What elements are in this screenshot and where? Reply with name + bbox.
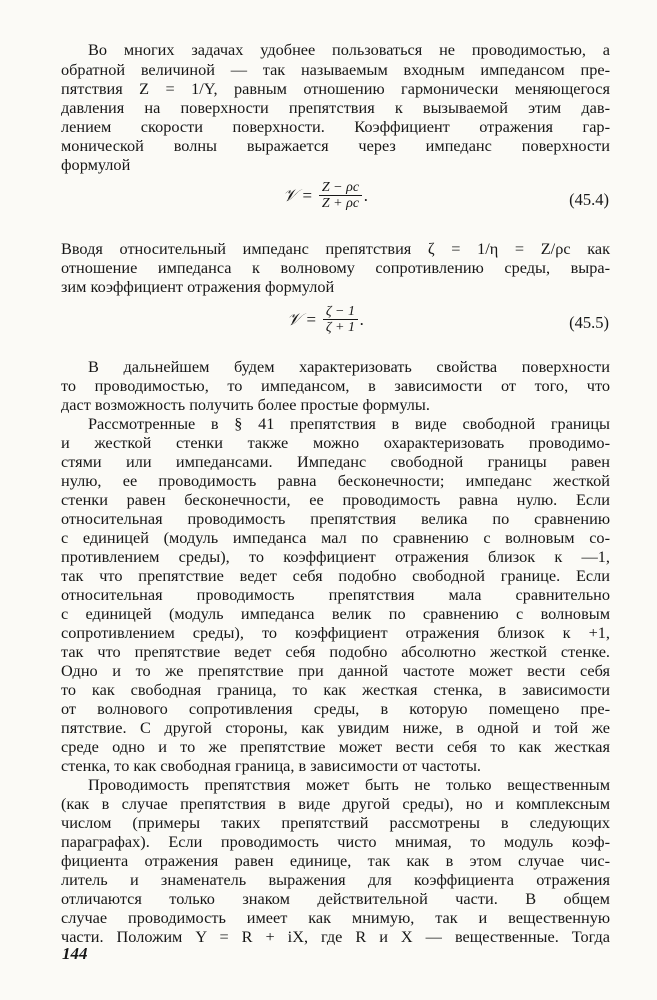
paragraph4-line: Одно и то же препятствие при данной частоте может вести себя bbox=[61, 661, 610, 680]
paragraph4-line: стями или импедансами. Импеданс свободной границы равен bbox=[61, 452, 610, 471]
paragraph2-line: Вводя относительный импеданс препятствия ζ = 1/η = Z/ρc как bbox=[61, 239, 610, 258]
paragraph5-line: числом (примеры таких препятствий рассмотрены в следующих bbox=[61, 813, 610, 832]
paragraph1-line: лением скорости поверхности. Коэффициент отражения гар- bbox=[61, 117, 610, 136]
equation-number: (45.5) bbox=[569, 313, 609, 332]
paragraph2-line: отношение импеданса к волновому сопротивлению среды, выра- bbox=[61, 258, 610, 277]
fraction-denominator: Z + ρc bbox=[319, 195, 362, 211]
paragraph4-line: так что препятствие ведет себя подобно свободной границе. Если bbox=[61, 566, 610, 585]
paragraph1-line: Во многих задачах удобнее пользоваться не проводимостью, а bbox=[88, 40, 610, 59]
fraction-denominator: ζ + 1 bbox=[323, 319, 358, 335]
paragraph4-line: от волнового сопротивления среды, в которую помещено пре- bbox=[61, 699, 610, 718]
paragraph4-line: пятствие. С другой стороны, как увидим ниже, в одной и той же bbox=[61, 718, 610, 737]
paragraph5-line: части. Положим Y = R + iX, где R и X — вещественные. Тогда bbox=[61, 927, 610, 946]
paragraph4-line: и жесткой стенки также можно охарактеризовать проводимо- bbox=[61, 433, 610, 452]
paragraph4-line: относительная проводимость препятствия велика по сравнению bbox=[61, 509, 610, 528]
paragraph5-line: Проводимость препятствия может быть не только вещественным bbox=[88, 775, 610, 794]
fraction-numerator: Z − ρc bbox=[321, 180, 360, 195]
paragraph5-line: (как в случае препятствия в виде другой среды), но и комплексным bbox=[61, 794, 610, 813]
paragraph1-line: монической волны выражается через импеданс поверхности bbox=[61, 136, 610, 155]
paragraph4-line: с единицей (модуль импеданса велик по сравнению с волновым bbox=[61, 604, 610, 623]
paragraph4-line: так что препятствие ведет себя подобно абсолютно жесткой стенке. bbox=[61, 642, 610, 661]
paragraph4-line: стенка, то как свободная граница, в зависимости от частоты. bbox=[61, 756, 481, 775]
paragraph3-line: В дальнейшем будем характеризовать свойства поверхности bbox=[88, 357, 610, 376]
paragraph4-line: с единицей (модуль импеданса мал по сравнению с волновым со- bbox=[61, 528, 610, 547]
equation-number: (45.4) bbox=[569, 190, 609, 209]
paragraph5-line: параграфах). Если проводимость чисто мнимая, то модуль коэф- bbox=[61, 832, 610, 851]
fraction bbox=[319, 180, 362, 211]
paragraph4-line: нулю, ее проводимость равна бесконечности; импеданс жесткой bbox=[61, 471, 610, 490]
page-number: 144 bbox=[62, 944, 88, 963]
paragraph1-line: обратной величиной — так называемым входным импедансом пре- bbox=[61, 60, 610, 79]
paragraph5-line: отличаются только знаком действительной части. В общем bbox=[61, 889, 610, 908]
paragraph2-line: зим коэффициент отражения формулой bbox=[61, 277, 335, 296]
formula-45-4: 𝒱 = $\frac{Z - \rho c}{Z + \rho c}$ . bbox=[283, 180, 369, 211]
paragraph1-line: давления на поверхности препятствия к вызываемой этим дав- bbox=[61, 98, 610, 117]
formula-45-5: 𝒱 = $\frac{\zeta - 1}{\zeta + 1}$ . bbox=[287, 304, 365, 335]
paragraph4-line: Рассмотренные в § 41 препятствия в виде свободной границы bbox=[88, 414, 610, 433]
paragraph5-line: литель и знаменатель выражения для коэффициента отражения bbox=[61, 870, 610, 889]
paragraph4-line: среде одно и то же препятствие может вести себя то как жесткая bbox=[61, 737, 610, 756]
paragraph4-line: стенки равен бесконечности, ее проводимость равна нулю. Если bbox=[61, 490, 610, 509]
formula-lhs: 𝒱 = bbox=[283, 185, 313, 205]
paragraph1-line: пятствия Z = 1/Y, равным отношению гармонически меняющегося bbox=[61, 79, 610, 98]
paragraph3-line: то проводимостью, то импедансом, в зависимости от того, что bbox=[61, 376, 610, 395]
paragraph4-line: относительная проводимость препятствия мала сравнительно bbox=[61, 585, 610, 604]
paragraph5-line: случае проводимость имеет как мнимую, так и вещественную bbox=[61, 908, 610, 927]
paragraph1-line: формулой bbox=[61, 155, 131, 174]
paragraph4-line: сопротивлением среды), то коэффициент отражения близок к +1, bbox=[61, 623, 610, 642]
formula-lhs: 𝒱 = bbox=[287, 309, 317, 329]
paragraph3-line: даст возможность получить более простые формулы. bbox=[61, 395, 430, 414]
fraction-numerator: ζ − 1 bbox=[325, 304, 356, 319]
paragraph4-line: противлением среды), то коэффициент отражения близок к —1, bbox=[61, 547, 610, 566]
paragraph4-line: то как свободная граница, то как жесткая стенка, в зависимости bbox=[61, 680, 610, 699]
fraction bbox=[323, 304, 358, 335]
paragraph5-line: фициента отражения равен единице, так как в этом случае чис- bbox=[61, 851, 610, 870]
